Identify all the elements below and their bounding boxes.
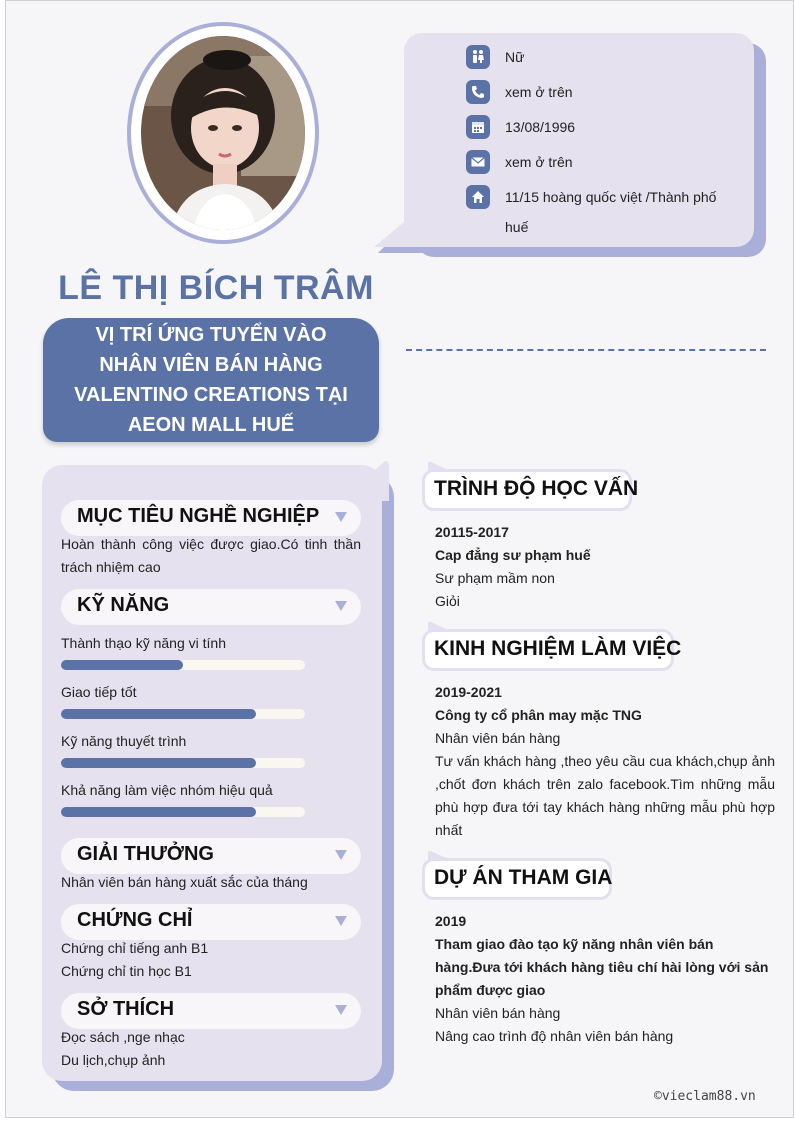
skill-bar-fill: [61, 758, 256, 768]
certificate-item: Chứng chỉ tiếng anh B1: [61, 940, 209, 956]
phone-value: xem ở trên: [505, 84, 573, 100]
triangle-down-icon: [335, 1004, 347, 1016]
skill-bar-fill: [61, 660, 183, 670]
triangle-down-icon: [335, 849, 347, 861]
triangle-down-icon: [335, 600, 347, 612]
section-hobbies-header: [61, 993, 361, 1029]
project-result: Nâng cao trình độ nhân viên bán hàng: [435, 1028, 674, 1044]
section-title: MỤC TIÊU NGHỀ NGHIỆP: [77, 505, 320, 527]
phone-icon: [466, 80, 490, 104]
dashed-divider: [406, 349, 766, 351]
gender-value: Nữ: [505, 49, 525, 65]
birthday-value: 13/08/1996: [505, 119, 576, 135]
skill-label: Thành thạo kỹ năng vi tính: [61, 635, 226, 651]
education-major: Sư phạm mầm non: [435, 570, 555, 586]
project-role: Nhân viên bán hàng: [435, 1005, 561, 1021]
triangle-down-icon: [335, 915, 347, 927]
position-banner: [43, 318, 379, 442]
education-grade: Giỏi: [435, 593, 460, 609]
section-awards-header: [61, 838, 361, 874]
experience-company: Công ty cổ phân may mặc TNG: [435, 707, 642, 723]
skill-bar: [61, 660, 305, 670]
position-line: VỊ TRÍ ỨNG TUYỂN VÀO: [95, 324, 327, 346]
hobby-item: Du lịch,chụp ảnh: [61, 1052, 166, 1068]
education-school: Cap đẳng sư phạm huế: [435, 547, 591, 563]
gender-icon: [466, 45, 490, 69]
position-title: [43, 320, 379, 440]
section-title: SỞ THÍCH: [77, 998, 175, 1020]
avatar-frame: [127, 22, 319, 244]
triangle-down-icon: [335, 511, 347, 523]
skill-label: Kỹ năng thuyết trình: [61, 733, 187, 749]
award-item: Nhân viên bán hàng xuất sắc của tháng: [61, 874, 308, 890]
section-title: DỰ ÁN THAM GIA: [434, 866, 613, 889]
objective-text: Hoàn thành công việc được giao.Có tinh thần trách nhiệm cao: [61, 536, 361, 575]
home-icon: [466, 185, 490, 209]
contact-phone: [466, 80, 735, 107]
skill-bar: [61, 709, 305, 719]
project-name: Tham giao đào tạo kỹ năng nhân viên bán hàng.Đưa tới khách hàng tiêu chí hài lòng với sản phẩm được giao: [435, 936, 769, 998]
watermark: ©vieclam88.vn: [654, 1089, 756, 1104]
skill-label: Khả năng làm việc nhóm hiệu quả: [61, 782, 273, 798]
section-title: CHỨNG CHỈ: [77, 909, 193, 931]
section-certificates-header: [61, 904, 361, 940]
position-line: NHÂN VIÊN BÁN HÀNG: [99, 354, 323, 376]
position-line: AEON MALL HUẾ: [127, 414, 295, 436]
skill-bar-fill: [61, 807, 256, 817]
section-objective-header: [61, 500, 361, 536]
hobby-item: Đọc sách ,nge nhạc: [61, 1029, 185, 1045]
mail-icon: [466, 150, 490, 174]
skill-label: Giao tiếp tốt: [61, 684, 137, 700]
section-title: GIẢI THƯỞNG: [77, 843, 214, 865]
section-title: KINH NGHIỆM LÀM VIỆC: [434, 637, 682, 660]
contact-email: [466, 150, 735, 177]
calendar-icon: [466, 115, 490, 139]
experience-role: Nhân viên bán hàng: [435, 730, 561, 746]
avatar: [141, 36, 305, 230]
contact-card: [404, 33, 754, 247]
candidate-name: LÊ THỊ BÍCH TRÂM: [58, 269, 374, 307]
skill-bar: [61, 807, 305, 817]
position-line: VALENTINO CREATIONS TẠI: [74, 384, 348, 406]
contact-gender: [466, 45, 735, 72]
project-year: 2019: [435, 913, 467, 929]
certificate-item: Chứng chỉ tin học B1: [61, 963, 192, 979]
experience-period: 2019-2021: [435, 684, 502, 700]
contact-birthday: [466, 115, 735, 142]
section-skills-header: [61, 589, 361, 625]
skill-bar-fill: [61, 709, 256, 719]
education-period: 20115-2017: [435, 524, 509, 540]
address-value: 11/15 hoàng quốc việt /Thành phố huế: [505, 189, 717, 235]
experience-description: Tư vấn khách hàng ,theo yêu cầu cua khách,chụp ảnh ,chốt đơn khách trên zalo facebook.Tìm những mẫu phù hợp đưa tới tay khách hàng những mẫu phù hợp nhất: [435, 753, 775, 838]
cv-page: [5, 0, 794, 1118]
section-title: KỸ NĂNG: [77, 594, 170, 616]
section-title: TRÌNH ĐỘ HỌC VẤN: [434, 477, 639, 500]
skill-bar: [61, 758, 305, 768]
email-value: xem ở trên: [505, 154, 573, 170]
contact-address: [466, 185, 735, 242]
